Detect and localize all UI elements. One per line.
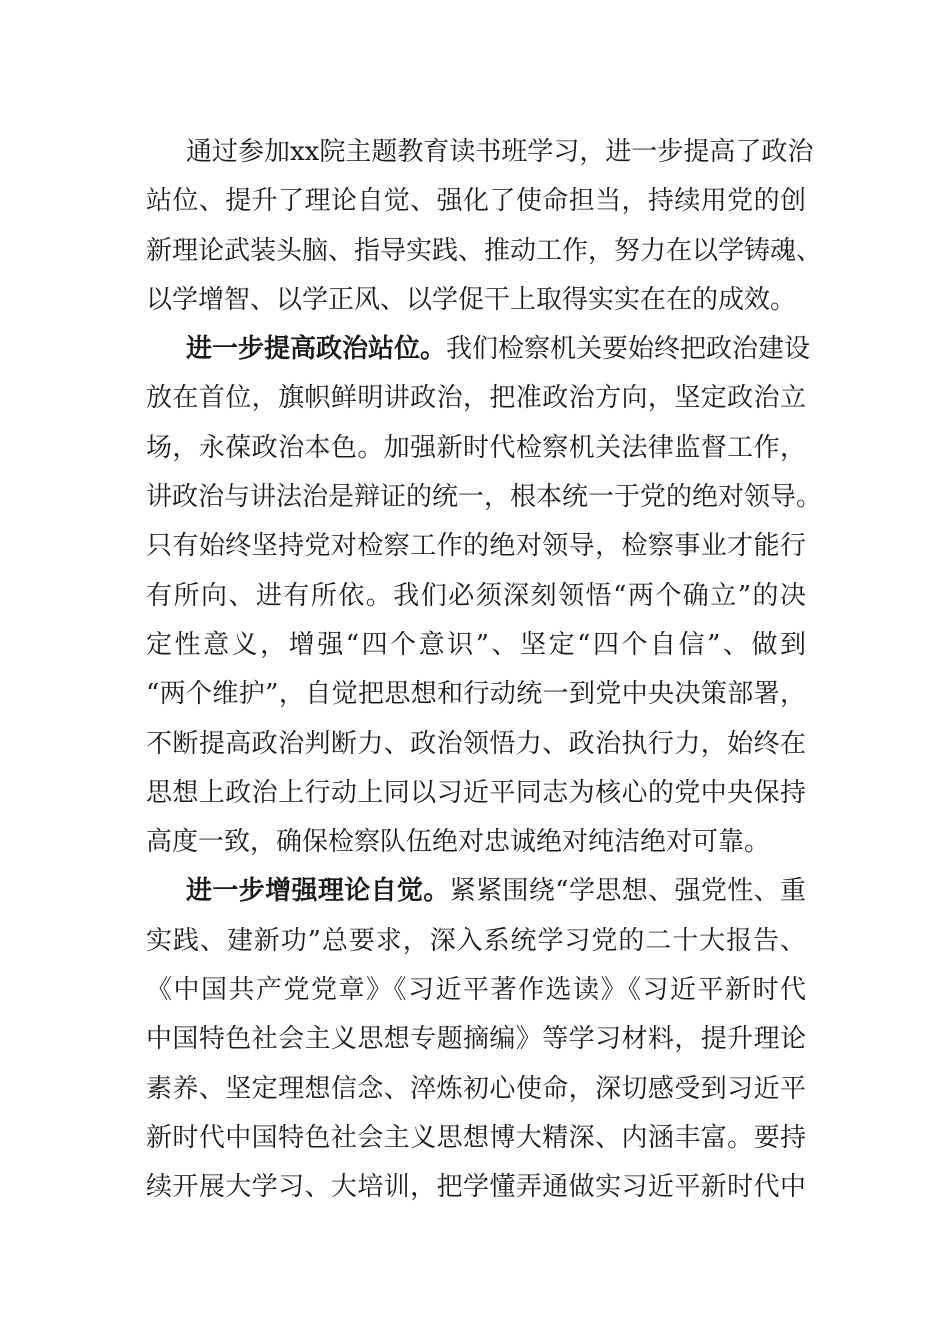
paragraph-line: 新时代中国特色社会主义思想博大精深、内涵丰富。要持 [146,1122,806,1153]
paragraph-line: 讲政治与讲法治是辩证的统一，根本统一于党的绝对领导。 [146,482,823,513]
paragraph-line: 不断提高政治判断力、政治领悟力、政治执行力，始终在 [146,728,806,759]
paragraph-line: “两个维护”，自觉把思想和行动统一到党中央决策部署， [146,679,806,710]
paragraph-line [146,325,811,374]
paragraph-line: 站位、提升了理论自觉、强化了使命担当，持续用党的创 [146,186,806,217]
paragraph-line: 定性意义，增强“四个意识”、坚定“四个自信”、做到 [146,629,806,660]
paragraph-line: 思想上政治上行动上同以习近平同志为核心的党中央保持 [146,777,806,808]
paragraph-line: 放在首位，旗帜鲜明讲政治，把准政治方向，坚定政治立 [146,383,806,414]
paragraph-line: 续开展大学习、大培训，把学懂弄通做实习近平新时代中 [146,1172,806,1203]
paragraph-line: 中国特色社会主义思想专题摘编》等学习材料，提升理论 [146,1024,806,1055]
paragraph-line-text: 紧紧围绕“学思想、强党性、重 [449,876,806,907]
paragraph-heading: 进一步增强理论自觉。 [186,876,450,907]
paragraph-line: 《中国共产党党章》《习近平著作选读》《习近平新时代 [146,975,806,1006]
paragraph-theory [146,867,806,1212]
paragraph-intro [146,128,823,325]
paragraph-line: 素养、坚定理想信念、淬炼初心使命，深切感受到习近平 [146,1073,806,1104]
paragraph-political-stance [146,325,823,867]
paragraph-line-text: 我们检察机关要始终把政治建设 [446,334,811,365]
document-body [146,128,823,1213]
paragraph-line: 只有始终坚持党对检察工作的绝对领导，检察事业才能行 [146,531,806,562]
paragraph-line: 有所向、进有所依。我们必须深刻领悟“两个确立”的决 [146,580,806,611]
paragraph-line: 新理论武装头脑、指导实践、推动工作，努力在以学铸魂、 [146,235,823,266]
paragraph-line: 场，永葆政治本色。加强新时代检察机关法律监督工作， [146,432,806,463]
paragraph-line: 以学增智、以学正风、以学促干上取得实实在在的成效。 [146,284,797,315]
paragraph-heading: 进一步提高政治站位。 [186,334,447,365]
paragraph-line: 高度一致，确保检察队伍绝对忠诚绝对纯洁绝对可靠。 [146,827,771,858]
paragraph-line: 实践、建新功”总要求，深入系统学习党的二十大报告、 [146,925,806,956]
paragraph-line [146,867,806,916]
paragraph-line: 通过参加xx院主题教育读书班学习，进一步提高了政治 [186,137,814,167]
